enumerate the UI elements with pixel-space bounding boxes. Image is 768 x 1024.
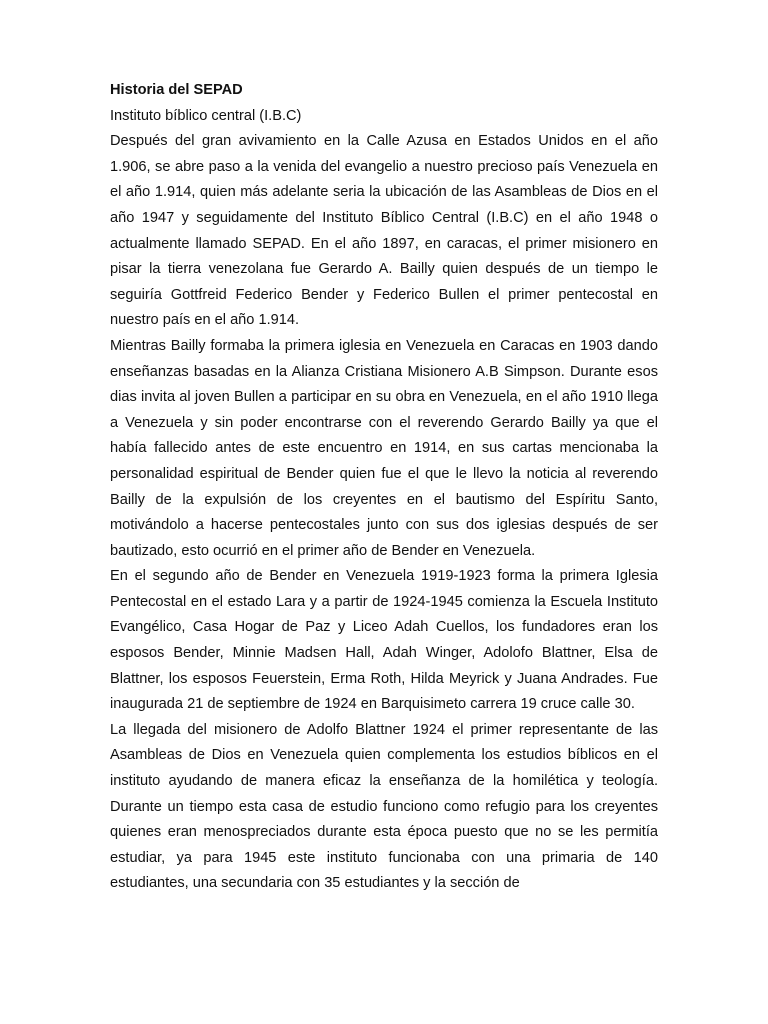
paragraph: Después del gran avivamiento en la Calle Azusa en Estados Unidos en el año 1.906, se abre paso a la venida del evangelio a nuestro precioso país Venezuela en el año 1.914, quien más adelante seria la ubicación de las Asambleas de Dios en el año 1947 y seguidamente del Instituto Bíblico Central (I.B.C) en el año 1948 o actualmente llamado SEPAD. En el año 1897, en caracas, el primer misionero en pisar la tierra venezolana fue Gerardo A. Bailly quien después de un tiempo le seguiría Gottfreid Federico Bender y Federico Bullen el primer pentecostal en nuestro país en el año 1.914. (110, 133, 658, 329)
paragraph: En el segundo año de Bender en Venezuela 1919-1923 forma la primera Iglesia Pentecostal en el estado Lara y a partir de 1924-1945 comienza la Escuela Instituto Evangélico, Casa Hogar de Paz y Liceo Adah Cuellos, los fundadores eran los esposos Bender, Minnie Madsen Hall, Adah Winger, Adolofo Blattner, Elsa de Blattner, los esposos Feuerstein, Erma Roth, Hilda Meyrick y Juana Andrades. Fue inaugurada 21 de septiembre de 1924 en Barquisimeto carrera 19 cruce calle 30. (110, 568, 658, 713)
document-page (110, 78, 658, 897)
paragraph: La llegada del misionero de Adolfo Blattner 1924 el primer representante de las Asambleas de Dios en Venezuela quien complementa los estudios bíblicos en el instituto ayudando de manera eficaz la enseñanza de la homilética y teología. Durante un tiempo esta casa de estudio funciono como refugio para los creyentes quienes eran menospreciados durante esta época puesto que no se les permitía estudiar, ya para 1945 este instituto funcionaba con una primaria de 140 estudiantes, una secundaria con 35 estudiantes y la sección de (110, 721, 658, 892)
document-subtitle: Instituto bíblico central (I.B.C) (110, 107, 302, 124)
paragraph: Mientras Bailly formaba la primera iglesia en Venezuela en Caracas en 1903 dando enseñanzas basadas en la Alianza Cristiana Misionero A.B Simpson. Durante esos dias invita al joven Bullen a participar en su obra en Venezuela, en el año 1910 llega a Venezuela y sin poder encontrarse con el reverendo Gerardo Bailly ya que el había fallecido antes de este encuentro en 1914, en sus cartas mencionaba la personalidad espiritual de Bender quien fue el que le llevo la noticia al reverendo Bailly de la expulsión de los creyentes en el bautismo del Espíritu Santo, motivándolo a hacerse pentecostales junto con sus dos iglesias después de ser bautizado, esto ocurrió en el primer año de Bender en Venezuela. (110, 337, 658, 559)
document-title: Historia del SEPAD (110, 82, 243, 98)
